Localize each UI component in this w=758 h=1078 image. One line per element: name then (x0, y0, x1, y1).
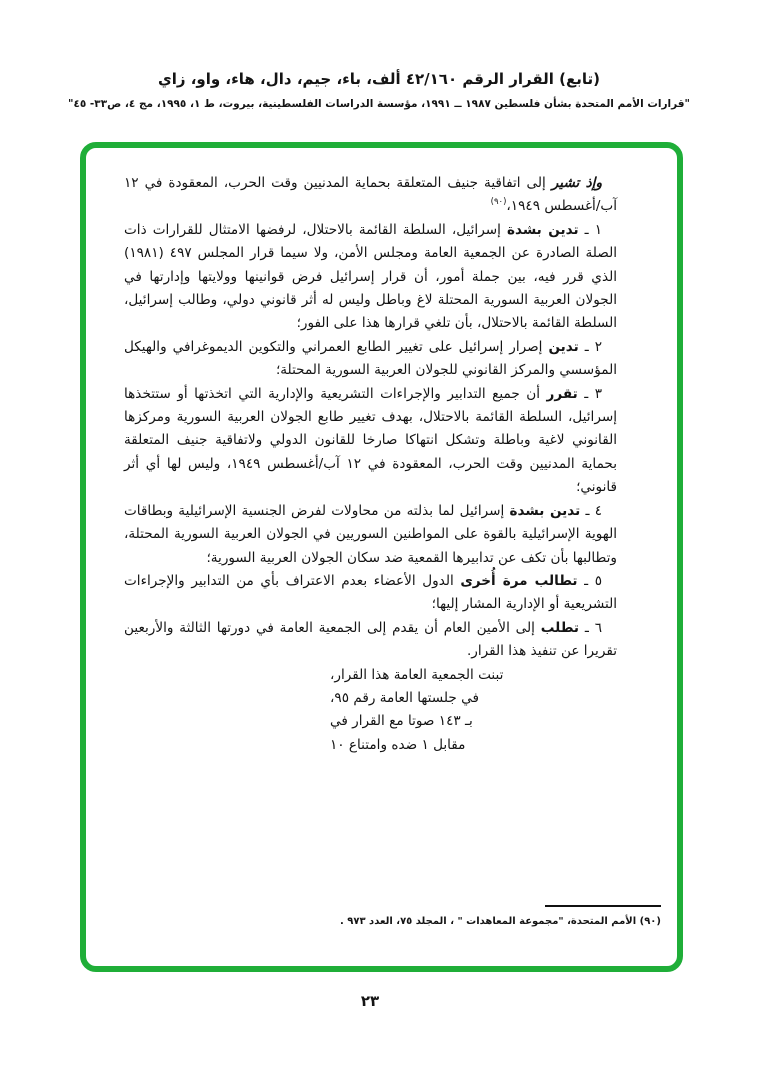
footnote-separator (545, 905, 661, 907)
paragraph-lead: تطالب مرة أُخرى (460, 572, 578, 589)
adoption-line: في جلستها العامة رقم ٩٥، (330, 689, 479, 706)
paragraph-text: إسرائيل لما بذلته من محاولات لفرض الجنسية الإسرائيلية وبطاقات الهوية الإسرائيلية بالقوة على المواطنين السوريين في الجولان العربية السورية المحتلة، وتطالبها بأن تكف عن تدابيرها القمعية ضد سكان الجولان العربية السورية؛ (124, 502, 617, 566)
paragraph-number: ٦ ـ (579, 619, 602, 636)
resolution-box (80, 142, 683, 972)
operative-paragraph-1 (124, 219, 617, 336)
paragraph-lead: تدين بشدة (509, 502, 581, 519)
paragraph-lead: تدين بشدة (506, 221, 579, 238)
paragraph-text: الدول الأعضاء بعدم الاعتراف بأي من التدابير والإجراءات التشريعية أو الإدارية المشار إليها؛ (124, 572, 617, 613)
footnote: (٩٠) الأمم المتحدة، "مجموعة المعاهدات " ، المجلد ٧٥، العدد ٩٧٣ . (339, 916, 661, 927)
paragraph-lead: تقرر (546, 385, 578, 402)
paragraph-number: ١ ـ (578, 221, 602, 238)
resolution-text (124, 172, 617, 757)
paragraph-number: ٥ ـ (577, 572, 602, 589)
operative-paragraph-3 (124, 383, 617, 500)
adoption-line: مقابل ١ ضده وامتناع ١٠ (330, 736, 466, 753)
footnote-ref-marker: (٩٠) (490, 197, 507, 208)
paragraph-number: ٢ ـ (578, 338, 603, 355)
footnote-area (341, 905, 661, 927)
page-header (0, 68, 758, 111)
source-citation: "قرارات الأمم المتحدة بشأن فلسطين ١٩٨٧ ــ ١٩٩١، مؤسسة الدراسات الفلسطينية، بيروت، ط ١، ١٩٩٥، مج ٤، ص٣٣- ٤٥" (67, 98, 691, 110)
operative-paragraph-2 (124, 336, 617, 383)
paragraph-lead: تطلب (540, 619, 580, 636)
preamble-lead: وإذ تشير (551, 175, 603, 191)
operative-paragraph-4 (124, 500, 617, 570)
adoption-note (124, 664, 617, 758)
paragraph-lead: تدين (548, 338, 579, 355)
paragraph-number: ٤ ـ (580, 502, 602, 519)
paragraph-text: إلى الأمين العام أن يقدم إلى الجمعية العامة في دورتها الثالثة والأربعين تقريرا عن تنفيذ هذا القرار. (124, 619, 617, 660)
operative-paragraph-5 (124, 570, 617, 617)
preamble-paragraph (124, 172, 617, 219)
preamble-text: إلى اتفاقية جنيف المتعلقة بحماية المدنيين وقت الحرب، المعقودة في ١٢ آب/أغسطس ١٩٤٩، (124, 175, 617, 215)
page-title: (تابع) القرار الرقم ٤٢/١٦٠ ألف، باء، جيم، دال، هاء، واو، زاي (157, 70, 601, 88)
paragraph-text: إسرائيل، السلطة القائمة بالاحتلال، لرفضها الامتثال للقرارات ذات الصلة الصادرة عن الجمعية العامة ومجلس الأمن، ولا سيما قرار المجلس ٤٩٧ (١٩٨١) الذي قرر فيه، بين جملة أمور، أن قرار إسرائيل فرض قوانينها وولايتها وإدارتها في الجولان العربية السورية المحتلة لاغ وباطل وليس له أثر قانوني دولي، وطالب إسرائيل، السلطة القائمة بالاحتلال، بأن تلغي قرارها هذا على الفور؛ (124, 221, 618, 332)
paragraph-number: ٣ ـ (577, 385, 602, 402)
page-number: ٢٣ (360, 992, 380, 1010)
adoption-line: تبنت الجمعية العامة هذا القرار، (330, 666, 504, 683)
adoption-line: بـ ١٤٣ صوتا مع القرار في (330, 713, 473, 730)
operative-paragraph-6 (124, 617, 617, 664)
paragraph-text: إصرار إسرائيل على تغيير الطابع العمراني والتكوين الديموغرافي والهيكل المؤسسي والمركز القانوني للجولان العربية السورية المحتلة؛ (124, 338, 617, 379)
paragraph-text: أن جميع التدابير والإجراءات التشريعية والإدارية التي اتخذتها أو ستتخذها إسرائيل، السلطة القائمة بالاحتلال، بهدف تغيير طابع الجولان العربية السورية ومركزها القانوني لاغية وباطلة وتشكل انتهاكا صارخا للقانون الدولي ولاتفاقية جنيف المتعلقة بحماية المدنيين وقت الحرب، المعقودة في ١٢ آب/أغسطس ١٩٤٩، وليس لها أي أثر قانوني؛ (124, 385, 617, 496)
